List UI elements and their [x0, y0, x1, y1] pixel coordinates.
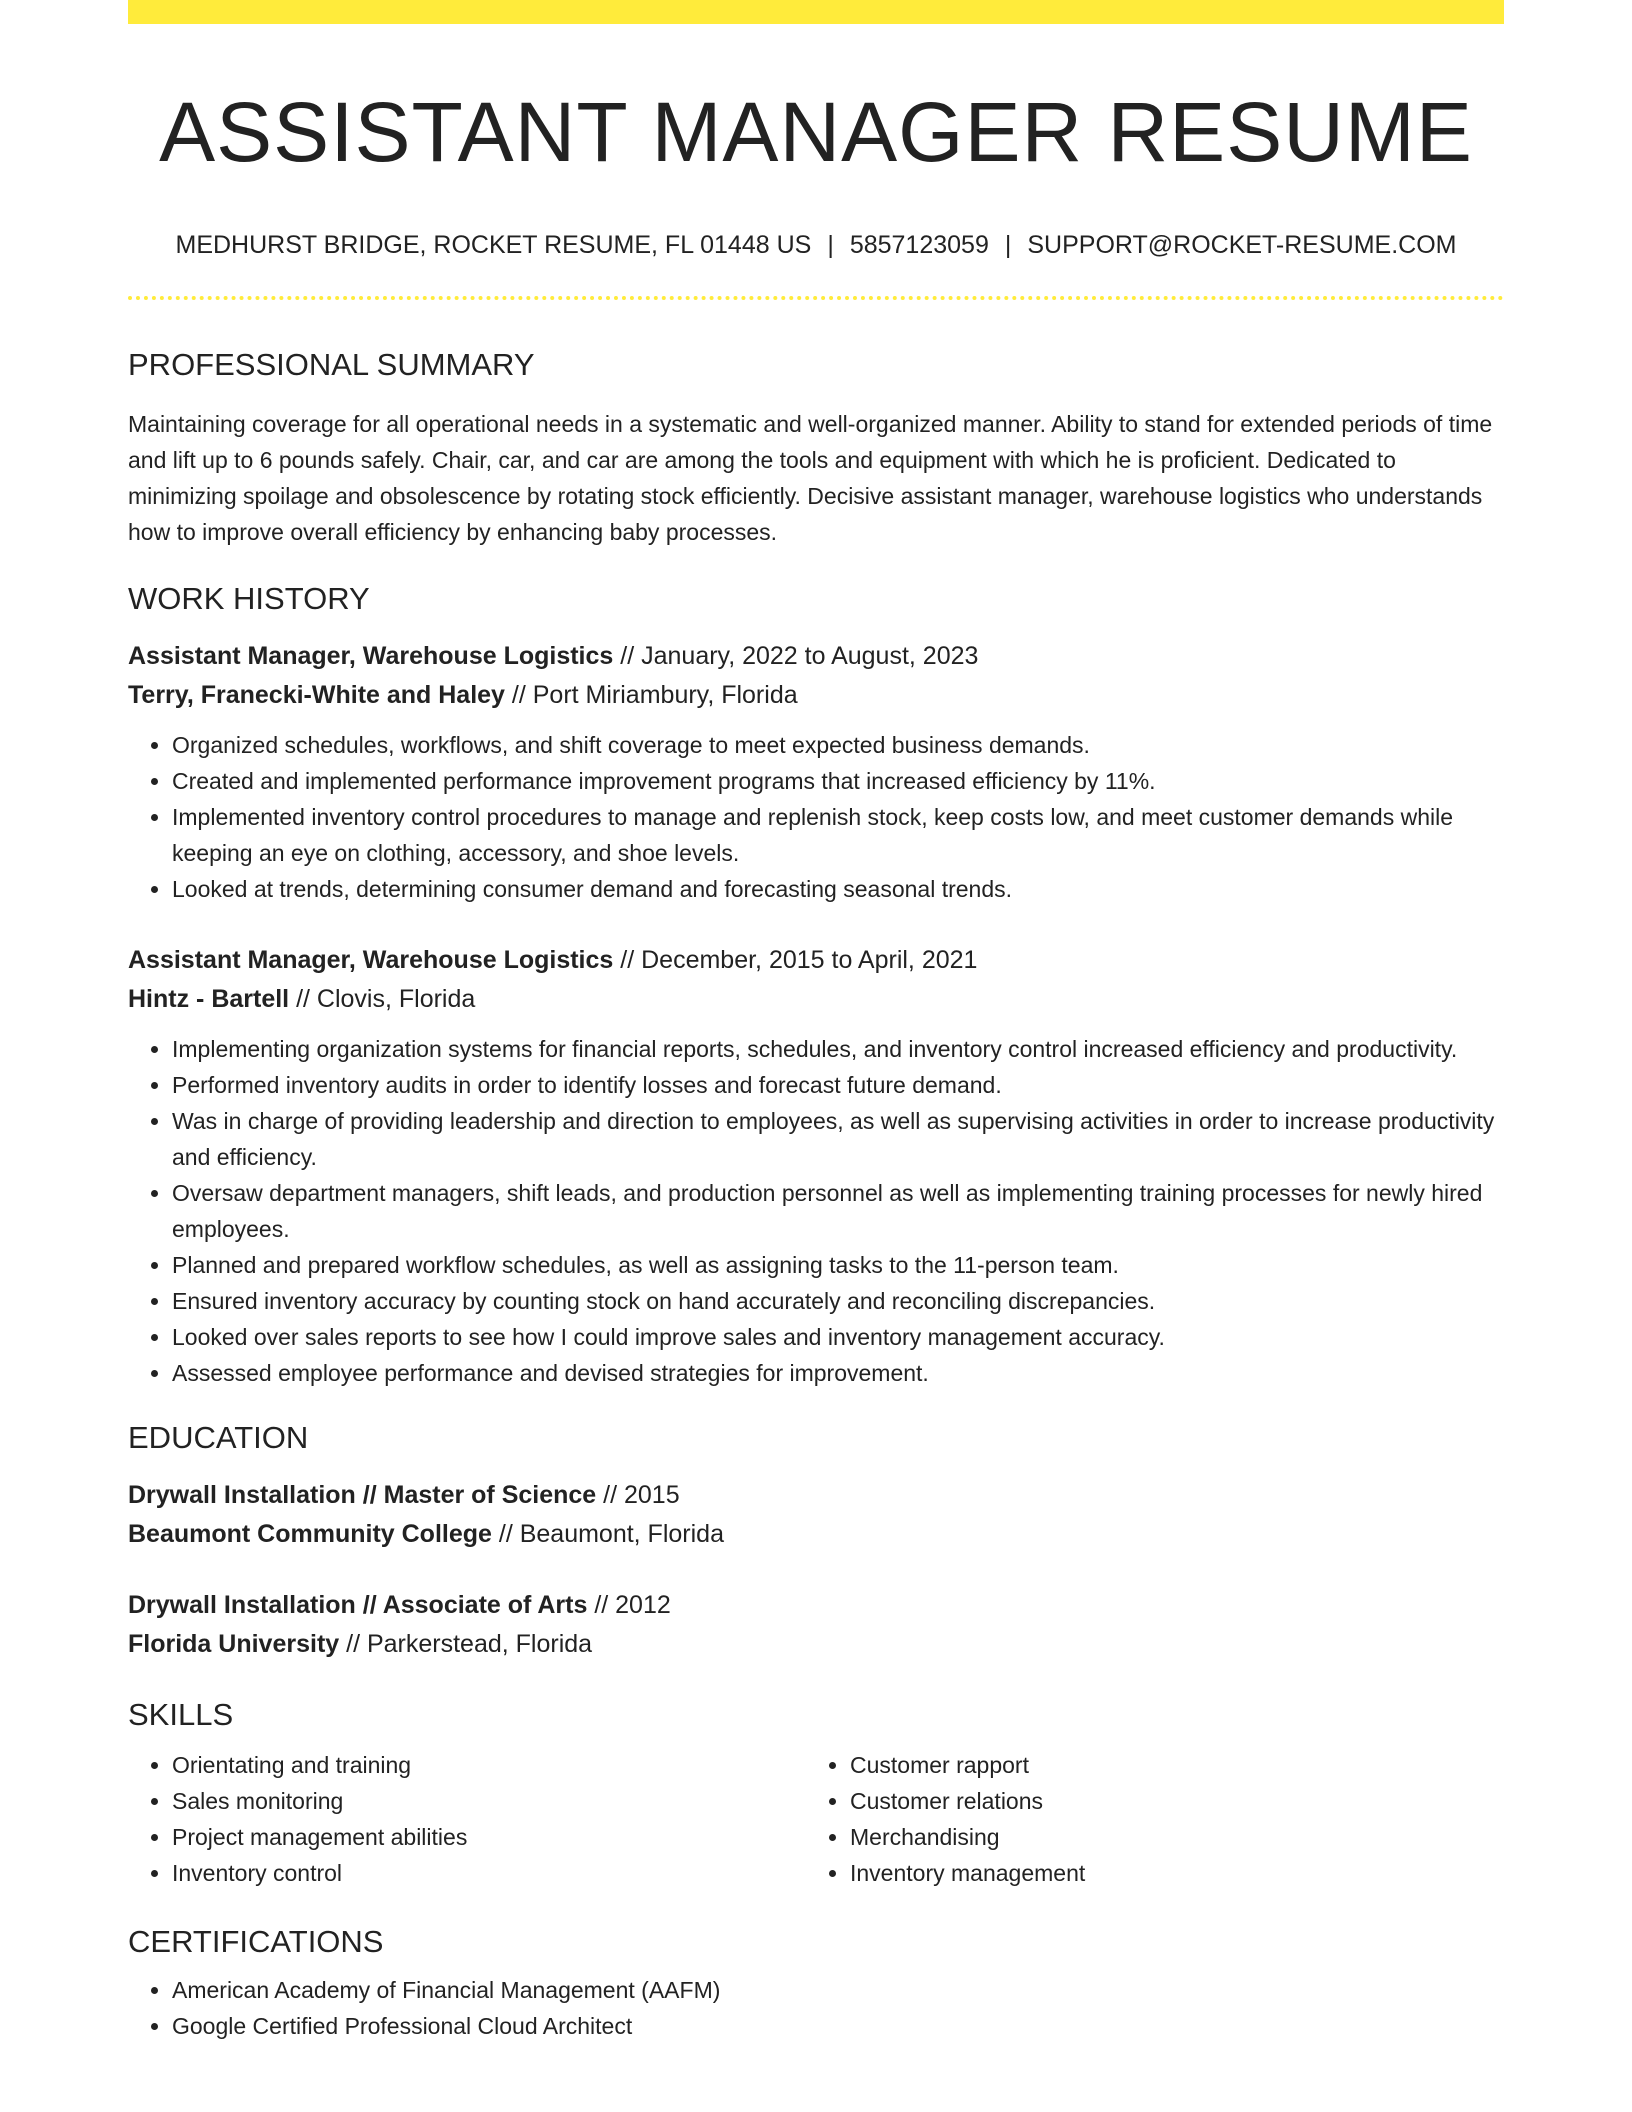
job-title-line — [128, 637, 1504, 676]
job-bullets — [128, 727, 1504, 907]
contact-separator: | — [1004, 231, 1012, 260]
contact-line — [128, 230, 1504, 260]
job-bullets — [128, 1031, 1504, 1391]
skill-item: • Project management abilities — [172, 1819, 806, 1855]
skill-item: • Sales monitoring — [172, 1783, 806, 1819]
job-bullet: • Implemented inventory control procedures to manage and replenish stock, keep costs low, and meet customer demands while keeping an eye on clothing, accessory, and shoe levels. — [172, 799, 1504, 871]
education-entry — [128, 1586, 1504, 1664]
skill-item: • Inventory management — [850, 1855, 1484, 1891]
certifications-list — [128, 1972, 1504, 2044]
education-degree: Drywall Installation // Associate of Arts — [128, 1590, 588, 1619]
job-bullet: • Implementing organization systems for financial reports, schedules, and inventory control increased efficiency and productivity. — [172, 1031, 1504, 1067]
job-company-line — [128, 676, 1504, 715]
job-bullet: • Ensured inventory accuracy by counting stock on hand accurately and reconciling discrepancies. — [172, 1283, 1504, 1319]
contact-separator: | — [827, 231, 834, 260]
education-location: // Beaumont, Florida — [491, 1519, 724, 1548]
education-degree-line — [128, 1586, 1504, 1625]
summary-text: Maintaining coverage for all operational needs in a systematic and well-organized manner. Ability to stand for extended periods of time and lift up to 6 pounds safely. Chair, car, and car are among the tools and equipment with which he is proficient. Dedicated to minimizing spoilage and obsolescence by rotating stock efficiently. Decisive assistant manager, warehouse logistics who understands how to improve overall efficiency by enhancing baby processes. — [128, 410, 1493, 545]
job-bullet: • Looked over sales reports to see how I could improve sales and inventory management accuracy. — [172, 1319, 1504, 1355]
job-company: Hintz - Bartell — [128, 984, 290, 1013]
summary-heading: PROFESSIONAL SUMMARY — [128, 347, 535, 383]
job-bullet: • Planned and prepared workflow schedules, as well as assigning tasks to the 11-person team. — [172, 1247, 1504, 1283]
education-school-line — [128, 1515, 1504, 1554]
skill-item: • Customer rapport — [850, 1747, 1484, 1783]
skill-item: • Customer relations — [850, 1783, 1484, 1819]
contact-phone: 5857123059 — [849, 231, 989, 260]
education-degree: Drywall Installation // Master of Science — [128, 1480, 597, 1509]
job-title: Assistant Manager, Warehouse Logistics — [128, 945, 614, 974]
job-bullet: • Organized schedules, workflows, and shift coverage to meet expected business demands. — [172, 727, 1504, 763]
resume-page — [128, 0, 1504, 2044]
education-school-line — [128, 1625, 1504, 1664]
job-location: // Port Miriambury, Florida — [504, 680, 798, 709]
skill-item: • Orientating and training — [172, 1747, 806, 1783]
education-heading: EDUCATION — [128, 1419, 309, 1455]
job-bullet: • Assessed employee performance and devised strategies for improvement. — [172, 1355, 1504, 1391]
job-bullet: • Was in charge of providing leadership and direction to employees, as well as supervising activities in order to increase productivity and efficiency. — [172, 1103, 1504, 1175]
job-bullet: • Oversaw department managers, shift leads, and production personnel as well as implementing training processes for newly hired employees. — [172, 1175, 1504, 1247]
education-degree-line — [128, 1476, 1504, 1515]
job-title: Assistant Manager, Warehouse Logistics — [128, 641, 614, 670]
job-dates: // December, 2015 to April, 2021 — [613, 945, 978, 974]
contact-address: MEDHURST BRIDGE, ROCKET RESUME, FL 01448 US — [175, 231, 812, 260]
skills-column-right — [806, 1747, 1484, 1891]
job-bullet: • Performed inventory audits in order to identify losses and forecast future demand. — [172, 1067, 1504, 1103]
skill-item: • Merchandising — [850, 1819, 1484, 1855]
skill-item: • Inventory control — [172, 1855, 806, 1891]
job-entry — [128, 941, 1504, 1391]
top-accent-bar — [128, 0, 1504, 24]
education-entry — [128, 1476, 1504, 1554]
contact-email: SUPPORT@ROCKET-RESUME.COM — [1027, 231, 1457, 260]
job-location: // Clovis, Florida — [289, 984, 476, 1013]
skills-column-left — [128, 1747, 806, 1891]
job-bullet: • Created and implemented performance improvement programs that increased efficiency by 11%. — [172, 763, 1504, 799]
job-company: Terry, Franecki-White and Haley — [128, 680, 505, 709]
certification-item: • American Academy of Financial Management (AAFM) — [172, 1972, 1504, 2008]
job-title-line — [128, 941, 1504, 980]
certification-item: • Google Certified Professional Cloud Architect — [172, 2008, 1504, 2044]
job-company-line — [128, 980, 1504, 1019]
education-year: // 2012 — [587, 1590, 671, 1619]
job-entry — [128, 637, 1504, 907]
job-dates: // January, 2022 to August, 2023 — [613, 641, 979, 670]
job-bullet: • Looked at trends, determining consumer demand and forecasting seasonal trends. — [172, 871, 1504, 907]
work-history-heading: WORK HISTORY — [128, 580, 370, 616]
education-school: Beaumont Community College — [128, 1519, 492, 1548]
certifications-heading: CERTIFICATIONS — [128, 1924, 384, 1960]
education-location: // Parkerstead, Florida — [339, 1629, 593, 1658]
education-school: Florida University — [128, 1629, 340, 1658]
header-divider — [128, 296, 1504, 300]
skills-heading: SKILLS — [128, 1696, 234, 1732]
skills-grid — [128, 1747, 1504, 1891]
resume-title: ASSISTANT MANAGER RESUME — [159, 85, 1473, 179]
education-year: // 2015 — [596, 1480, 680, 1509]
